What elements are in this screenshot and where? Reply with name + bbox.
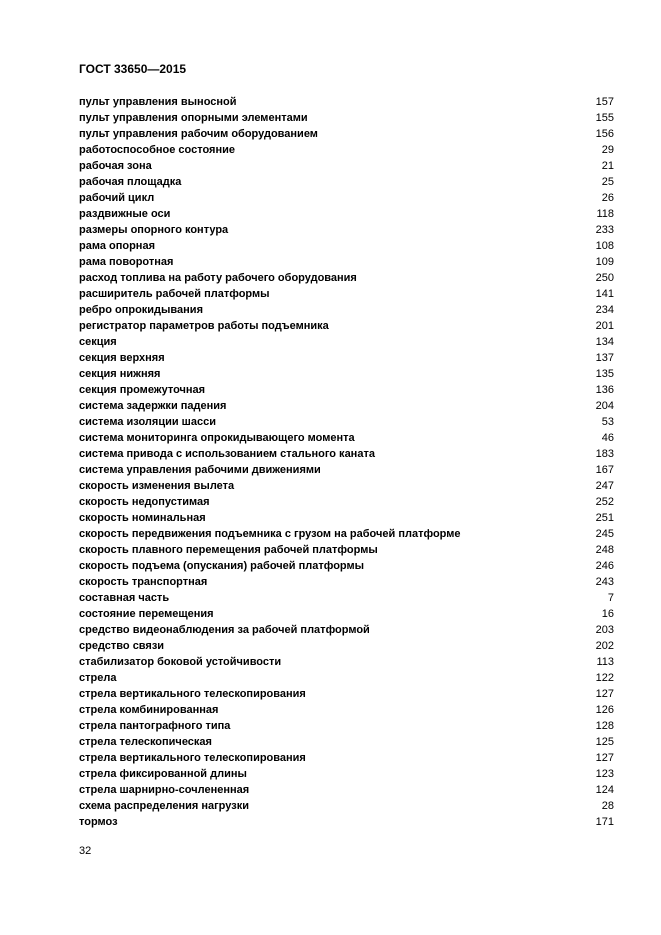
entry-page-number: 135 xyxy=(595,368,614,380)
index-entry xyxy=(79,270,614,286)
index-entry xyxy=(79,206,614,222)
entry-page-number: 126 xyxy=(595,704,614,716)
entry-page-number: 246 xyxy=(595,560,614,572)
entry-term: стрела шарнирно-сочлененная xyxy=(79,784,250,796)
entry-term: пульт управления опорными элементами xyxy=(79,112,308,124)
entry-page-number: 46 xyxy=(601,432,614,444)
entry-term: секция xyxy=(79,336,117,348)
index-entry xyxy=(79,670,614,686)
index-entry xyxy=(79,94,614,110)
index-entry xyxy=(79,190,614,206)
entry-page-number: 125 xyxy=(595,736,614,748)
index-entry xyxy=(79,686,614,702)
index-entry xyxy=(79,254,614,270)
index-entry xyxy=(79,782,614,798)
index-entry xyxy=(79,654,614,670)
index-entry xyxy=(79,702,614,718)
entry-term: рама поворотная xyxy=(79,256,174,268)
entry-page-number: 252 xyxy=(595,496,614,508)
index-entry xyxy=(79,398,614,414)
entry-page-number: 128 xyxy=(595,720,614,732)
entry-page-number: 171 xyxy=(595,816,614,828)
document-header: ГОСТ 33650—2015 xyxy=(79,62,187,76)
index-entry xyxy=(79,110,614,126)
index-entry xyxy=(79,158,614,174)
entry-term: расширитель рабочей платформы xyxy=(79,288,270,300)
entry-term: средство связи xyxy=(79,640,165,652)
entry-term: средство видеонаблюдения за рабочей платформой xyxy=(79,624,370,636)
entry-term: система управления рабочими движениями xyxy=(79,464,321,476)
entry-term: стрела вертикального телескопирования xyxy=(79,688,306,700)
entry-page-number: 26 xyxy=(601,192,614,204)
entry-term: состояние перемещения xyxy=(79,608,214,620)
index-entry xyxy=(79,318,614,334)
index-entry xyxy=(79,590,614,606)
page-number: 32 xyxy=(79,845,92,857)
entry-term: пульт управления рабочим оборудованием xyxy=(79,128,318,140)
entry-page-number: 243 xyxy=(595,576,614,588)
entry-term: скорость номинальная xyxy=(79,512,206,524)
entry-term: размеры опорного контура xyxy=(79,224,229,236)
entry-page-number: 234 xyxy=(595,304,614,316)
index-entry xyxy=(79,414,614,430)
index-entry xyxy=(79,766,614,782)
entry-page-number: 136 xyxy=(595,384,614,396)
entry-term: тормоз xyxy=(79,816,118,828)
entry-term: секция промежуточная xyxy=(79,384,206,396)
entry-term: система мониторинга опрокидывающего момента xyxy=(79,432,355,444)
index-entry xyxy=(79,558,614,574)
entry-page-number: 134 xyxy=(595,336,614,348)
entry-term: система привода с использованием стального каната xyxy=(79,448,375,460)
entry-term: система задержки падения xyxy=(79,400,227,412)
index-entry xyxy=(79,542,614,558)
index-entry xyxy=(79,574,614,590)
entry-term: скорость транспортная xyxy=(79,576,208,588)
entry-page-number: 251 xyxy=(595,512,614,524)
entry-term: регистратор параметров работы подъемника xyxy=(79,320,329,332)
entry-term: скорость передвижения подъемника с грузом на рабочей платформе xyxy=(79,528,461,540)
entry-page-number: 127 xyxy=(595,688,614,700)
index-entry xyxy=(79,430,614,446)
index-entry xyxy=(79,350,614,366)
index-entry xyxy=(79,446,614,462)
index-entry xyxy=(79,462,614,478)
index-entry xyxy=(79,798,614,814)
entry-page-number: 21 xyxy=(601,160,614,172)
index-entry xyxy=(79,606,614,622)
entry-page-number: 233 xyxy=(595,224,614,236)
index-list xyxy=(79,94,614,830)
entry-page-number: 201 xyxy=(595,320,614,332)
index-entry xyxy=(79,366,614,382)
entry-term: стрела пантографного типа xyxy=(79,720,231,732)
entry-term: стабилизатор боковой устойчивости xyxy=(79,656,282,668)
entry-term: расход топлива на работу рабочего оборудования xyxy=(79,272,357,284)
entry-page-number: 7 xyxy=(607,592,614,604)
entry-term: скорость плавного перемещения рабочей платформы xyxy=(79,544,378,556)
index-entry xyxy=(79,622,614,638)
index-entry xyxy=(79,334,614,350)
entry-page-number: 156 xyxy=(595,128,614,140)
entry-page-number: 202 xyxy=(595,640,614,652)
entry-term: раздвижные оси xyxy=(79,208,171,220)
entry-term: рабочая зона xyxy=(79,160,152,172)
entry-page-number: 203 xyxy=(595,624,614,636)
entry-term: стрела фиксированной длины xyxy=(79,768,247,780)
entry-term: рабочая площадка xyxy=(79,176,182,188)
entry-term: рабочий цикл xyxy=(79,192,155,204)
index-entry xyxy=(79,238,614,254)
entry-page-number: 157 xyxy=(595,96,614,108)
entry-page-number: 167 xyxy=(595,464,614,476)
entry-page-number: 28 xyxy=(601,800,614,812)
entry-page-number: 122 xyxy=(595,672,614,684)
entry-page-number: 250 xyxy=(595,272,614,284)
index-entry xyxy=(79,382,614,398)
entry-page-number: 127 xyxy=(595,752,614,764)
index-entry xyxy=(79,478,614,494)
index-entry xyxy=(79,222,614,238)
entry-term: пульт управления выносной xyxy=(79,96,237,108)
entry-page-number: 247 xyxy=(595,480,614,492)
entry-term: стрела вертикального телескопирования xyxy=(79,752,306,764)
index-entry xyxy=(79,286,614,302)
entry-term: рама опорная xyxy=(79,240,155,252)
entry-term: секция нижняя xyxy=(79,368,161,380)
entry-term: система изоляции шасси xyxy=(79,416,216,428)
index-entry xyxy=(79,638,614,654)
index-entry xyxy=(79,126,614,142)
index-entry xyxy=(79,302,614,318)
entry-page-number: 29 xyxy=(601,144,614,156)
entry-term: секция верхняя xyxy=(79,352,165,364)
index-entry xyxy=(79,814,614,830)
entry-term: составная часть xyxy=(79,592,170,604)
index-entry xyxy=(79,526,614,542)
entry-page-number: 141 xyxy=(595,288,614,300)
index-entry xyxy=(79,510,614,526)
entry-page-number: 183 xyxy=(595,448,614,460)
entry-page-number: 245 xyxy=(595,528,614,540)
entry-page-number: 53 xyxy=(601,416,614,428)
entry-page-number: 16 xyxy=(601,608,614,620)
entry-page-number: 25 xyxy=(601,176,614,188)
entry-page-number: 155 xyxy=(595,112,614,124)
index-entry xyxy=(79,142,614,158)
entry-page-number: 123 xyxy=(595,768,614,780)
index-entry xyxy=(79,718,614,734)
entry-page-number: 124 xyxy=(595,784,614,796)
entry-term: работоспособное состояние xyxy=(79,144,235,156)
index-entry xyxy=(79,734,614,750)
index-entry xyxy=(79,750,614,766)
index-entry xyxy=(79,174,614,190)
entry-page-number: 118 xyxy=(596,208,614,220)
entry-page-number: 108 xyxy=(595,240,614,252)
entry-page-number: 113 xyxy=(596,656,614,668)
entry-page-number: 137 xyxy=(595,352,614,364)
index-entry xyxy=(79,494,614,510)
entry-term: ребро опрокидывания xyxy=(79,304,203,316)
entry-page-number: 248 xyxy=(595,544,614,556)
entry-page-number: 109 xyxy=(595,256,614,268)
entry-term: стрела телескопическая xyxy=(79,736,212,748)
entry-term: стрела xyxy=(79,672,117,684)
entry-term: скорость изменения вылета xyxy=(79,480,235,492)
entry-term: стрела комбинированная xyxy=(79,704,219,716)
entry-term: схема распределения нагрузки xyxy=(79,800,249,812)
entry-term: скорость недопустимая xyxy=(79,496,210,508)
entry-page-number: 204 xyxy=(595,400,614,412)
entry-term: скорость подъема (опускания) рабочей платформы xyxy=(79,560,365,572)
